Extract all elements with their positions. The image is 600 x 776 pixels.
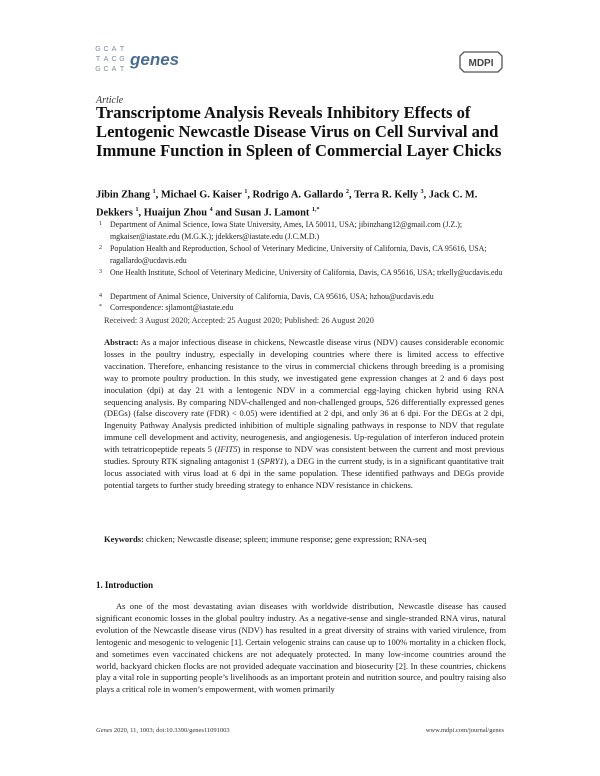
affiliation-2 <box>96 243 508 266</box>
affiliation-mark: 2 <box>99 245 102 251</box>
paper-title: Transcriptome Analysis Reveals Inhibitory Effects of Lentogenic Newcastle Disease Virus on Cell Survival and Immune Function in Spleen of Commercial Layer Chicks <box>96 103 502 160</box>
logo-letter: C <box>103 46 109 53</box>
abstract-label: Abstract: <box>104 337 139 347</box>
author-name: Michael G. Kaiser <box>160 189 245 201</box>
abstract-text: ) in response to NDV was consistent between the current and most previous studies. Sprouty RTK signaling antagonist 1 ( <box>104 444 504 467</box>
affiliation-mark: 1 <box>99 221 102 227</box>
author-affiliation-mark: 1 <box>244 189 248 195</box>
keywords-label: Keywords: <box>104 534 144 544</box>
affiliation-mark: 3 <box>99 269 102 275</box>
keywords <box>104 534 504 544</box>
abstract <box>104 337 504 492</box>
author-affiliation-mark: 3 <box>420 189 424 195</box>
journal-logo <box>94 44 179 76</box>
logo-letter: T <box>119 46 125 53</box>
footer-journal: Genes <box>96 727 113 734</box>
correspondence <box>96 302 508 314</box>
logo-letter: A <box>103 56 109 63</box>
journal-url[interactable]: www.mdpi.com/journal/genes <box>425 727 504 734</box>
logo-letter: A <box>111 46 117 53</box>
author-list: Jibin Zhang $^1$, Michael G. Kaiser $^1$, Rodrigo A. Gallardo $^2$, Terra R. Kelly $^3$, Jack C. M. Dekkers $^1$, Huaijun Zhou $^4$ and Susan J. Lamont $^{1,*}$ <box>96 189 478 219</box>
journal-name: genes <box>130 50 180 69</box>
affiliation-3 <box>96 267 508 279</box>
logo-letter: T <box>95 56 101 63</box>
author-affiliation-mark: 1,* <box>311 206 320 213</box>
logo-letter: G <box>95 46 101 53</box>
author-affiliation-mark: 1 <box>152 189 156 195</box>
affiliation-mark: * <box>99 304 102 310</box>
affiliation-text: Department of Animal Science, Iowa State University, Ames, IA 50011, USA; jibinzhang12@gmail.com (J.Z.); mgkaiser@iastate.edu (M.G.K.); jdekkers@iastate.edu (J.C.M.D.) <box>110 220 463 241</box>
publication-dates: Received: 3 August 2020; Accepted: 25 August 2020; Published: 26 August 2020 <box>104 316 374 325</box>
mdpi-logo <box>458 50 504 74</box>
author-name: Susan J. Lamont <box>234 207 312 219</box>
correspondence-text: Correspondence: sjlamont@iastate.edu <box>110 303 234 312</box>
gene-name: SPRY1 <box>260 456 284 467</box>
author-affiliation-mark: 4 <box>209 206 213 213</box>
footer-citation: 2020, 11, 1003; doi:10.3390/genes11091003 <box>112 727 230 734</box>
author-name: Jibin Zhang <box>96 189 153 201</box>
affiliation-1 <box>96 219 508 242</box>
article-type-label: Article <box>96 95 124 106</box>
logo-letter: G <box>95 66 101 73</box>
logo-letter: G <box>119 56 125 63</box>
author-name: Huaijun Zhou <box>143 207 210 219</box>
affiliation-text: Department of Animal Science, University of California, Davis, CA 95616, USA; hzhou@ucdavis.edu <box>110 292 434 301</box>
publisher-name: MDPI <box>468 58 494 69</box>
affiliation-text: Population Health and Reproduction, School of Veterinary Medicine, University of California, Davis, CA 95616, USA; ragallardo@ucdavis.edu <box>110 244 487 265</box>
keywords-text: chicken; Newcastle disease; spleen; immune response; gene expression; RNA-seq <box>143 534 427 544</box>
introduction-body: As one of the most devastating avian diseases with worldwide distribution, Newcastle disease has caused significant economic losses in the global poultry industry. As a negative-sense and single-stranded RNA virus, natural evolution of the Newcastle disease virus (NDV) has resulted in a great diversity of strains with varied virulence, from lentogenic and mesogenic to velogenic [1]. Certain velogenic strains can cause up to 100% mortality in a chicken flock, and sometimes even vaccinated chickens are not adequately protected. In many low-income countries around the world, backyard chicken flocks are not provided adequate vaccination and biosecurity [2]. In these countries, chickens play a vital role in supporting people’s livelihoods as an important protein and nutrition source, and poultry raising also plays a critical role in women’s empowerment, with women primarily <box>96 601 506 695</box>
author-affiliation-mark: 2 <box>346 189 350 195</box>
author-name: Jack C. M. Dekkers <box>96 189 478 219</box>
gene-name: IFIT5 <box>217 444 238 455</box>
dna-letters-icon <box>94 44 126 76</box>
section-heading: 1. Introduction <box>96 580 154 590</box>
author-name: Terra R. Kelly <box>354 189 421 201</box>
affiliation-4 <box>96 291 508 303</box>
affiliation-text: One Health Institute, School of Veterinary Medicine, University of California, Davis, CA 95616, USA; trkelly@ucdavis.edu <box>110 268 503 277</box>
logo-letter: T <box>119 66 125 73</box>
affiliation-mark: 4 <box>99 293 102 299</box>
logo-letter: A <box>111 66 117 73</box>
author-name: Rodrigo A. Gallardo <box>252 189 347 201</box>
citation-footer <box>96 727 230 734</box>
logo-letter: C <box>111 56 117 63</box>
abstract-text: As a major infectious disease in chickens, Newcastle disease virus (NDV) causes considerable economic losses in the poultry industry, especially in developing countries where there is limited access to effective vaccination. Therefore, enhancing resistance to the virus in commercial chickens through breeding is a promising way to promote poultry production. In this study, we investigated gene expression changes at 2 and 6 days post inoculation (dpi) at day 21 with a lentogenic NDV in a commercial egg-laying chicken hybrid using RNA sequencing analysis. By comparing NDV-challenged and non-challenged groups, 526 differentially expressed genes (DEGs) (false discovery rate (FDR) < 0.05) were identified at 2 dpi, and only 36 at 6 dpi. For the DEGs at 2 dpi, Ingenuity Pathway Analysis predicted inhibition of multiple signaling pathways in response to NDV that regulate immune cell development and activity, neurogenesis, and angiogenesis. Up-regulation of interferon induced protein with tetratricopeptide repeats 5 ( <box>104 337 504 455</box>
logo-letter: C <box>103 66 109 73</box>
author-affiliation-mark: 1 <box>135 206 139 213</box>
abstract-text: ), a DEG in the current study, is in a significant quantitative trait locus associated with virus load at 6 dpi in the same population. These identified pathways and DEGs provide potential targets to further study breeding strategy to enhance NDV resistance in chickens. <box>104 456 504 490</box>
